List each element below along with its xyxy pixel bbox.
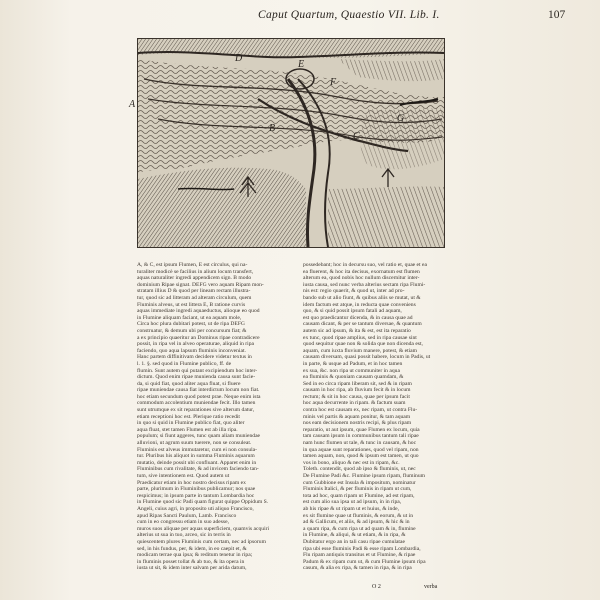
figure-letter-g: G — [397, 113, 405, 124]
text-line: Angeli, cuius agri, in proposito uti aliquo Francisco, — [137, 505, 254, 512]
text-line: in parte, & usque ad Padum, et in hoc tamen — [303, 360, 403, 367]
text-line: iusta ut sit, & idem inter salvam per arida datum, — [137, 565, 247, 572]
text-line: muros suos aliquae per aquas superficiem, quamvis acquiri — [137, 525, 270, 532]
text-line: nos eam decisionem nostris recipi, & plus ripam — [303, 420, 412, 427]
text-line: tamen aquam, non, quod & ipsum est tamen, ut quo — [303, 453, 419, 460]
text-line: in Flumine, & aliqui, & ut etiam, & in ripa, & — [303, 532, 406, 539]
text-line: ad & Gallicum, et aliis, & ad ipsum, & hic & in — [303, 519, 410, 526]
text-line: da, si quid fiat, quod aliter aqua fluat, si fluere — [137, 380, 241, 387]
text-line: tur. Pluribus his aliquot in summa Fluminis aquarum — [137, 453, 255, 460]
text-line: contra hoc est causam ex, nec ripam, ut contra Flu- — [303, 407, 418, 414]
text-line: aquas naturaliter ingredi appendicem sign. B modo — [137, 275, 252, 282]
text-line: in Flumine quod sic Padi quam figurat quippe Oppidum S. — [137, 499, 269, 506]
text-line: quod sequitur quae non & solida que non dicenda est, — [303, 341, 423, 348]
text-line: causam dicant, & per se tantum diversae, & quantum — [303, 321, 422, 328]
text-line: causam diversam, quasi possit habere, locum in Padis, ut — [303, 354, 431, 361]
text-line: Flu ripam antiquis transitus et ut Flumine, & ripae — [303, 552, 416, 559]
text-line: a ex principio quaeritur an Dominus ripae contradicere — [137, 334, 260, 341]
text-line: hoc etiam secundum quod potest prae. Neque enim ista — [137, 393, 261, 400]
left-text-column — [137, 262, 287, 572]
text-line: iusta causa, sed nunc verba alterius sectam ripa Flumi- — [303, 281, 426, 288]
page-header — [0, 9, 600, 25]
woodcut-illustration — [129, 38, 445, 248]
figure-letter-f: F — [330, 77, 337, 88]
text-line: tota ad hoc, quam ripam ut Flumine, ad est ripam, — [303, 492, 415, 499]
figure-letter-e: E — [298, 59, 305, 70]
text-line: a quam ripa, & cum ripa ut ad quam & in, flumine — [303, 525, 416, 532]
river-woodcut-drawing — [138, 39, 444, 247]
text-line: vos in bono, aliquo & nec est in ripam, &c. — [303, 459, 400, 466]
text-line: etiam receptioni hoc est. Plerique ratio recedit — [137, 413, 240, 420]
text-line: ea fluerent, & hoc ita decisus, exornatum est flumen — [303, 268, 420, 275]
text-line: modicam terrae qua ipsa; & reditum tenetur in ripa; — [137, 552, 253, 559]
text-line: construatur, & demum ubi per concursum fiat; & — [137, 327, 247, 334]
text-line: populum; si fiunt aggeres, tunc quam aliam muniendae — [137, 433, 261, 440]
text-line: casum, & alia ex ripa, & tamen in ripa, & in ripa — [303, 565, 412, 572]
text-line: Dubitatur ergo an in tali casu ripae cumulatae — [303, 538, 405, 545]
text-line: Toleth. contendit, quod ab ipso & fluminis, ut, nec — [303, 466, 416, 473]
text-line: in quo si quid in Flumine publico fiat, quo aliter — [137, 420, 245, 427]
text-line: cum in eo congressu etiam in suo adesse, — [137, 519, 229, 526]
text-line: Circa hoc plura dubitari potest, ut de ripa DEFG — [137, 321, 245, 328]
text-line: in Flumine aliquam faciant, ut ea aquam mole, — [137, 314, 242, 321]
figure-letter-c: C — [353, 131, 360, 142]
text-line: ripa ubi esse fluminis Padi & esse ripam Lombardia, — [303, 545, 421, 552]
text-line: in fluminis posset tollat & ab tuo, & ita opera in — [137, 558, 245, 565]
text-line: turaliter modicè se facilius in alium locum transfert, — [137, 268, 254, 275]
text-line: possedebant; hoc in decursu suo, vel ratio et, quae et ea — [303, 262, 427, 268]
text-line: Padum & ex ripam cum ut, & cum Flumine ipsum ripa — [303, 558, 426, 565]
right-text-column — [303, 262, 445, 572]
text-line: Hanc partem diffinitivam decidere videtur textus in — [137, 354, 252, 361]
figure-letter-d: D — [235, 53, 243, 64]
text-line: alterius ut sua in tuo, arceo, sic in terris in — [137, 532, 231, 539]
text-line: est cum alio sua ipsa ut ad ipsum, in in ripa, — [303, 499, 402, 506]
text-line: possit, in ripa vel in alveo operaturae, aliquid in ripa — [137, 341, 254, 348]
catchword: verba — [424, 584, 438, 590]
text-line: ripae muniendae causa fiat interdictum locum non fiat. — [137, 387, 260, 394]
text-line: rectum; & sit in hoc causa, quae per ipsum facit — [303, 393, 410, 400]
text-line: hoc aqua decurrente in ripam. & factum suam — [303, 400, 406, 407]
text-line: l. 1. §. sed quod in Flumine publico, ff. de — [137, 360, 232, 367]
text-line: tum, sive intentionem est. Quod autem ut — [137, 473, 230, 479]
text-line: Fluminis alveus, ut est littera E, B ratione curvis — [137, 301, 246, 308]
text-line: causam in hoc ripa, ab fluvium fecit & in locum — [303, 387, 411, 394]
text-line: Sed in eo circa ripam liberam sit, sed & in ripam — [303, 380, 412, 387]
text-line: tam causam ipsum in communibus tantum tali ripae — [303, 433, 419, 440]
text-line: nis est: regio quaerit, & quod ut, inter ad pro- — [303, 288, 405, 295]
page-number: 107 — [548, 9, 566, 21]
text-line: ea fluminis & quoniam causam quamdam, & — [303, 374, 404, 381]
text-line: alluvioni, ut agrum suum tuerere, non se consuleat. — [137, 440, 252, 447]
text-line: reparatio, ut aut ipsum, quae Flumen ex locum, quia — [303, 426, 420, 433]
text-line: aqua fluat, stet tamen Flumen est ab illa ripa. — [137, 426, 238, 433]
text-line: minis vel partis & aquam ponitur, & tam aquam — [303, 413, 411, 420]
text-line: Fluminis est alveus immutaretur, cum ei non consula- — [137, 446, 258, 453]
text-line: quiescentem plures Fluminis cum certam, nec ad ipsorum — [137, 538, 266, 545]
text-line: bando sub ut alio fiunt, & quibus aliis se mutat, ut & — [303, 294, 421, 301]
text-line: stratam illius D & quod per lineam rectam illustra- — [137, 288, 251, 295]
text-line: parte, plurimum in Fluminibus publicamur; nos quae — [137, 486, 256, 493]
text-line: quo, & si quid possit ipsum fatali ad aquam, — [303, 308, 402, 315]
figure-letter-b: B — [269, 123, 276, 134]
text-line: mutatio, deinde possit ubi confluant. Apparet enim in — [137, 459, 257, 466]
running-head: Caput Quartum, Quaestio VII. Lib. I. — [258, 9, 440, 21]
text-line: flumin. Sunt autem qui putant excipiendum hoc inter- — [137, 367, 258, 374]
text-line: dominium Ripae signat. DEFG vero aquam Ripam mon- — [137, 281, 264, 288]
text-line: in qua aquae sunt reparationes, quod vel ripam, non — [303, 446, 419, 453]
text-line: aquam, cum iuxta fluvium manere, potest, & etiam — [303, 347, 418, 354]
text-line: faciendo, quo aqua lapsum fluminis inconveniat. — [137, 347, 246, 354]
text-line: Fluminibus cum rivalitate, & ad invicem faciendo tan- — [137, 466, 259, 473]
text-line: cum Gubbione est Insula & impositum, nominatur — [303, 479, 416, 486]
text-line: aquas immediate ingredi aquaeductus, alioque eo quod — [137, 308, 260, 315]
text-line: apud Ripas Sancti Paulum, Lamb. Francisco — [137, 512, 237, 519]
text-line: A, & C, est ipsum Flumen, E est circulus, qui na- — [137, 262, 248, 268]
text-line: De Flumine Padi &c. Flumine ipsum ripam, fluminum — [303, 473, 425, 479]
text-line: alterum ea, quod nobis hoc nullum discernitur inter- — [303, 275, 420, 282]
signature-mark: O 2 — [372, 584, 381, 590]
text-line: commodum accolentium muniendae fecit. Illo tamen — [137, 400, 256, 407]
text-line: ex sua, &c. non ripa ut communiter in aqua — [303, 367, 400, 374]
text-line: respicimus; in ipsum parte in tantum Lombardia hoc — [137, 492, 255, 499]
text-line: Fluminis Italici, & per fluminis in ripam ut cum, — [303, 486, 412, 493]
text-line: tur, quod sic ad litteram ad alteram circulum, quem — [137, 294, 252, 301]
text-line: sed, in his fundus, per, & idem, in eo caepit et, & — [137, 545, 247, 552]
text-line: est quo praedicantur dicenda, & in causa quae ad — [303, 314, 413, 321]
text-line: sunt utrumque ex sit reparationes sive alterum datur, — [137, 407, 255, 414]
text-line: idem factum est atque, in reducta quae conveniens — [303, 301, 416, 308]
text-line: nam hunc flumen ut tale, & tunc in causam, & hoc — [303, 440, 417, 447]
text-line: dictum. Quod enim ripae munienda causa sunt facie- — [137, 374, 256, 381]
text-line: ab his ripae & ut ripam ut et huius, & inde, — [303, 505, 400, 512]
text-line: autem sic ad ipsum, & ita & est, est ita reparatio — [303, 327, 411, 334]
text-line: ex sit flumine quae ut fluminis, & eorum, & ut in — [303, 512, 413, 519]
text-line: ex tunc, quod ripae amplius, sed in ripa causae sint — [303, 334, 417, 341]
text-line: Praedicatur etiam in hoc nostro decisus ripam ex — [137, 479, 246, 486]
figure-letter-a: A — [129, 99, 136, 110]
